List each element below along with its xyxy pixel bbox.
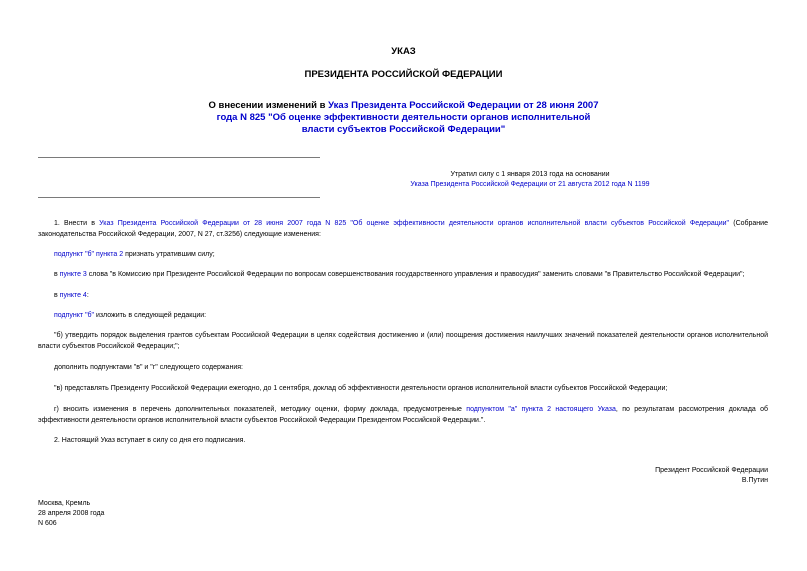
paragraph-text: признать утратившим силу; [123,251,215,258]
paragraph-text: (Собрание законодательства Российской Федерации, 2007, N 27, ст.3256) следующие изменения: [38,220,768,238]
paragraph-9 [38,404,768,426]
paragraph-text: г) вносить изменения в перечень дополнительных показателей, методику оценки, форму доклада, предусмотренные [54,406,467,413]
paragraph-1 [38,218,768,240]
issuer-title: ПРЕЗИДЕНТА РОССИЙСКОЙ ФЕДЕРАЦИИ [304,69,503,80]
divider-top [38,157,320,158]
signature-role: Президент Российской Федерации [655,467,768,474]
subtitle-link[interactable]: Указ Президента Российской Федерации от 28 июня 2007 года N 825 "Об оценке эффективности деятельности органов исполнительной власти субъектов Российской Федерации" [216,100,599,135]
paragraph-10: 2. Настоящий Указ вступает в силу со дня его подписания. [54,437,246,444]
paragraph-8: "в) представлять Президенту Российской Федерации ежегодно, до 1 сентября, доклад об эффективности деятельности органов исполнительной власти субъектов Российской Федерации; [54,385,668,392]
point-3-link[interactable]: пункте 3 [59,271,87,278]
decree-number: N 606 [38,520,57,527]
repeal-note-link[interactable]: Указа Президента Российской Федерации от 21 августа 2012 года N 1199 [410,181,650,188]
document-subtitle [200,100,607,136]
subtitle-text: О внесении изменений в [208,100,329,111]
paragraph-text: , по результатам рассмотрения доклада об эффективности деятельности органов исполнительной власти субъектов Российской Федерации Президентом Российской Федерации.". [38,406,769,424]
place-date: 28 апреля 2008 года [38,510,105,517]
paragraph-5 [38,310,768,321]
paragraph-text: в [54,292,60,299]
paragraph-text: : [86,292,89,299]
paragraph-text: в [54,271,60,278]
paragraph-6: "б) утвердить порядок выделения грантов субъектам Российской Федерации в целях содействия достижению и (или) поощрения достижения наилучших значений показателей деятельности органов исполнительной власти субъектов Российской Федерации;"; [38,332,768,350]
repeal-note [250,170,807,190]
subparagraph-a-link[interactable]: подпунктом "а" пункта 2 настоящего Указа [466,406,616,413]
decree-825-link[interactable]: Указ Президента Российской Федерации от 28 июня 2007 года N 825 "Об оценке эффективности деятельности органов исполнительной власти субъектов Российской Федерации" [99,220,730,227]
paragraph-text: изложить в следующей редакции: [94,312,207,319]
divider-bottom [38,197,320,198]
subparagraph-b-link[interactable]: подпункт "б" пункта 2 [54,251,124,258]
doc-type-title: УКАЗ [391,46,416,57]
paragraph-text: 1. Внести в [54,220,100,227]
paragraph-text: слова "в Комиссию при Президенте Российской Федерации по вопросам совершенствования государственного управления и правосудия" заменить словами "в Правительство Российской Федерации"; [86,271,745,278]
paragraph-7: дополнить подпунктами "в" и "г" следующего содержания: [54,364,243,371]
paragraph-3 [38,269,768,280]
point-4-link[interactable]: пункте 4 [59,292,87,299]
paragraph-4 [38,290,768,301]
place-date-block [38,499,104,529]
place-city: Москва, Кремль [38,500,91,507]
signature-block [655,466,768,486]
signature-name: В.Путин [741,477,768,484]
subparagraph-b2-link[interactable]: подпункт "б" [54,312,95,319]
paragraph-2 [38,249,768,260]
repeal-note-text: Утратил силу с 1 января 2013 года на основании [450,171,610,178]
